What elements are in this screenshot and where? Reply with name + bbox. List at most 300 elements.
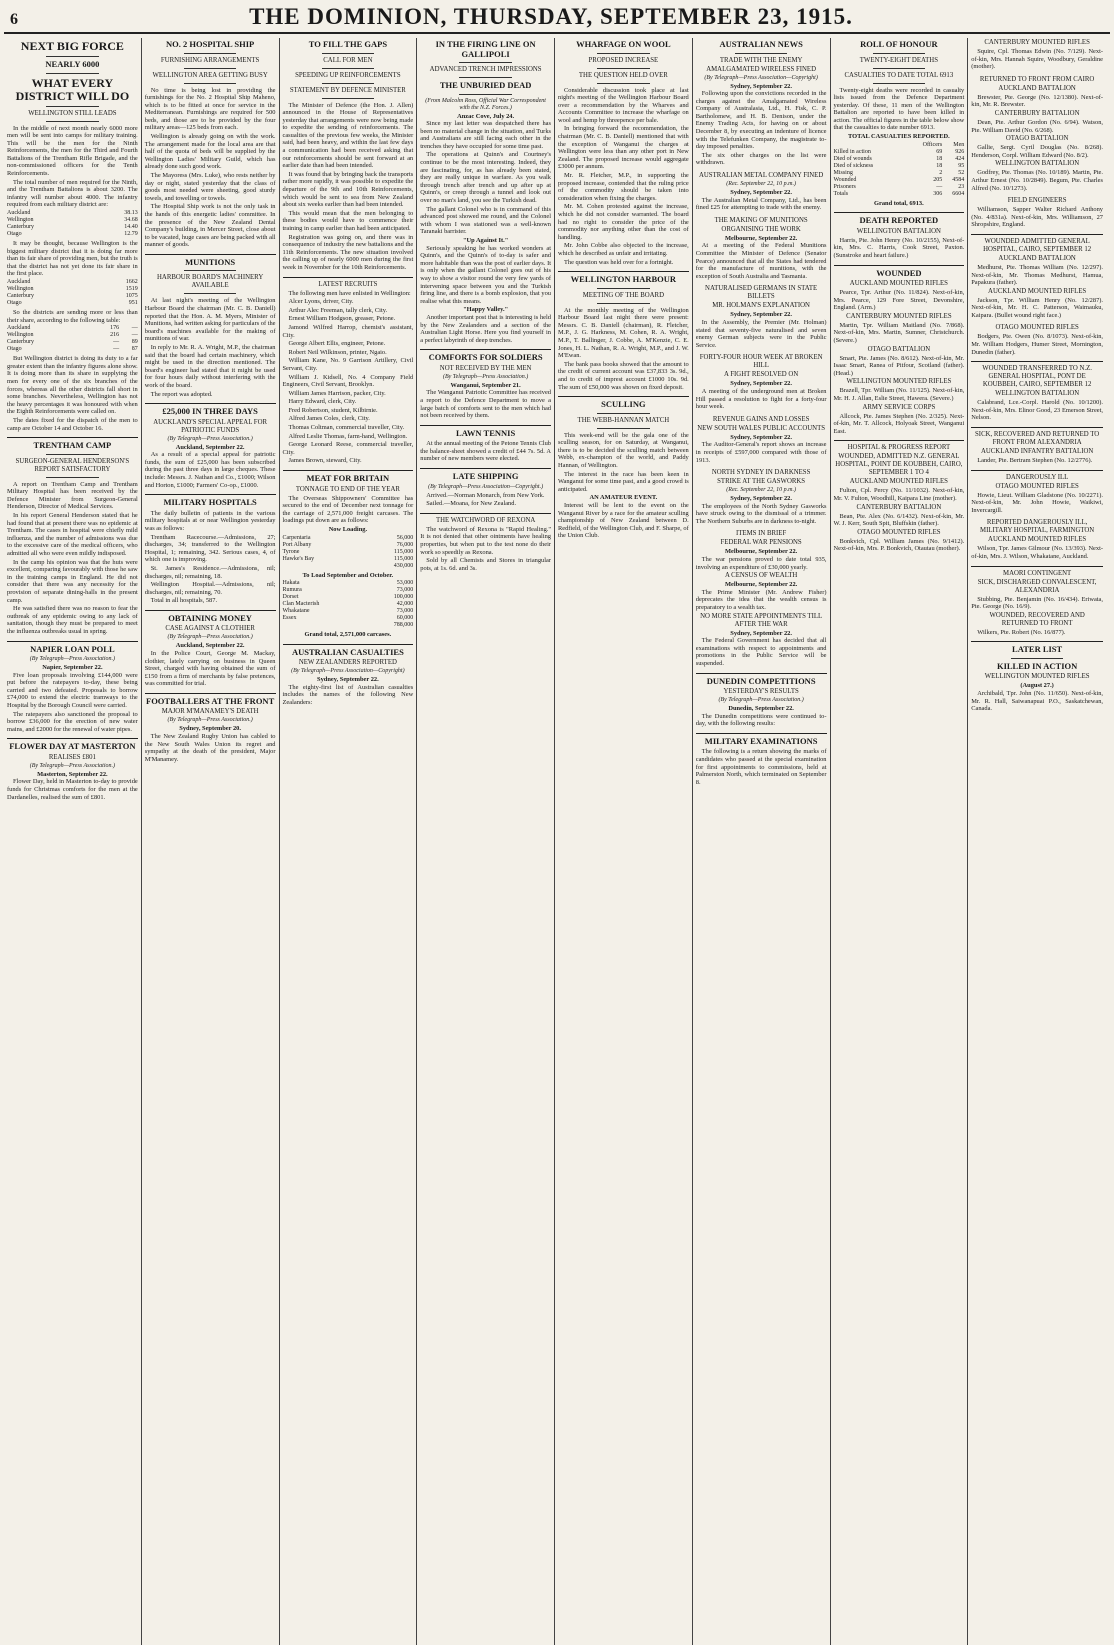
byline: (Rec. September 22, 10 p.m.) xyxy=(726,487,796,494)
list-item: George Leonard Reese, commercial traveller, City. xyxy=(282,441,414,456)
paragraph: Registration was going on, and there was in consequence of industry the new battalions and the 11th Reinforcements. The new situation involved the calling up of nearly 6000 men during the first week in November for the 10th Reinforcements. xyxy=(282,233,414,271)
article-wellington-harbour xyxy=(558,275,689,391)
headline: WOUNDED ADMITTED GENERAL HOSPITAL, CAIRO, SEPTEMBER 12 xyxy=(983,237,1092,253)
list-item: George Albert Ellis, engineer, Petone. xyxy=(288,340,386,348)
list-item: William James Harrison, packer, City. xyxy=(288,389,386,397)
column-7 xyxy=(831,38,969,1645)
table-row: Missing 2 52 xyxy=(833,169,965,176)
headline: DUNEDIN COMPETITIONS xyxy=(706,675,816,686)
paragraph: Lander, Pte. Bertram Stephen (No. 12/2776). xyxy=(977,457,1093,465)
table-row: Carpentaria 56,000 xyxy=(282,534,414,541)
more-less-table xyxy=(7,325,138,353)
paragraph: Arrived.—Norman Monarch, from New York. xyxy=(426,491,545,499)
table-row: Port Albany 76,000 xyxy=(282,541,414,548)
table-row: Wellington 34.68 xyxy=(7,217,138,224)
headline: LAWN TENNIS xyxy=(456,427,516,438)
paragraph: At last night's meeting of the Wellington Harbour Board the chairman (Mr. C. B. Daniell) reported that the Hon. A. M. Myers, Minister of Munitions, had written asking for particulars of the board's machines available for the making of munitions of war. xyxy=(144,297,276,343)
subheadline: CASE AGAINST A CLOTHIER xyxy=(165,625,255,633)
dateline: Melbourne, September 22. xyxy=(724,234,798,242)
dateline: Anzac Cove, July 24. xyxy=(457,112,515,120)
subheadline: NOT RECEIVED BY THE MEN xyxy=(439,364,532,372)
subheadline: WELLINGTON MOUNTED RIFLES xyxy=(846,378,952,386)
article-metal-company xyxy=(696,172,827,212)
list-item: Alcer Lyons, driver, City. xyxy=(288,298,354,306)
dateline: Auckland, September 22. xyxy=(175,443,245,451)
headline: NORTH SYDNEY IN DARKNESS xyxy=(711,469,811,477)
column-6 xyxy=(693,38,831,1645)
table-title: TOTAL CASUALTIES REPORTED. xyxy=(847,133,950,141)
paragraph: Trentham Racecourse.—Admissions, 27; discharges, 34; transferred to the Wellington Hospital, 1; remaining, 342. Serious cases, 4, of which one is improving. xyxy=(144,533,276,564)
paragraph: In bringing forward the recommendation, the chairman (Mr. C. B. Daniell) mentioned that with the exception of Wanganui the charges at Wellington were less than any other port in New Zealand. The proposed increase would aggregate £3000 per annum. xyxy=(558,125,689,171)
dateline: Auckland, September 22. xyxy=(175,642,245,650)
subheadline: FEDERAL WAR PENSIONS xyxy=(720,539,802,547)
paragraph: Interest will be lent to the event on the Wanganui River by a race for the amateur sculling championship of New Zealand between D. Redfield, of the Wellington Club, and F. Sharpe, of the Union Club. xyxy=(558,502,689,540)
subheadline: HARBOUR BOARD'S MACHINERY AVAILABLE xyxy=(157,274,264,290)
paragraph: Another important post that is interesting is held by the New Zealanders and a section of the Australian Light Horse. Here you find yourself in a perfect labyrinth of deep trenches. xyxy=(420,313,551,344)
subheadline: OTAGO BATTALION xyxy=(867,345,931,353)
byline: (By Telegraph—Press Association—Copyright.) xyxy=(428,483,544,490)
byline: (By Telegraph—Press Association.) xyxy=(29,656,116,662)
paragraph: So the districts are sending more or less than their share, according to the following table: xyxy=(7,309,138,324)
subheadline: WELLINGTON MOUNTED RIFLES xyxy=(984,673,1090,681)
article-later-list xyxy=(971,645,1103,712)
subheadline: WOUNDED, RECOVERED AND RETURNED TO FRONT xyxy=(989,611,1085,627)
subheadline: NO MORE STATE APPOINTMENTS TILL AFTER THE WAR xyxy=(700,612,823,628)
article-late-shipping xyxy=(420,472,551,508)
headline: DANGEROUSLY ILL xyxy=(1005,473,1069,481)
table-row: Whakatane 73,000 xyxy=(282,608,414,615)
dateline: Sydney, September 22. xyxy=(730,380,792,388)
headline: AUSTRALIAN CASUALTIES xyxy=(291,646,404,657)
byline: (By Telegraph—Press Association—Copyright) xyxy=(704,74,818,81)
article-wounded xyxy=(834,269,965,436)
subheadline: A CENSUS OF WEALTH xyxy=(724,572,798,580)
paragraph: This week-end will be the gala one of the sculling season, for on Saturday, at Wanganui, there is to be decided the sculling match between Webb, ex-champion of the world, and Paddy Hannan, of Wellington. xyxy=(558,431,689,470)
subheadline: MEETING OF THE BOARD xyxy=(582,291,664,299)
paragraph: Harris, Pte. John Henry (No. 10/2155), Next-of-kin, Mrs. C. Harris, Cook Street, Paxton. (Sunstroke and heart failure.) xyxy=(833,236,965,259)
article-wounded-transferred xyxy=(971,365,1103,422)
subheadline: OTAGO BATTALION xyxy=(1005,135,1069,143)
table-row: Died of sickness 18 95 xyxy=(833,162,965,169)
table-row: Rumura 73,000 xyxy=(282,587,414,594)
article-obtaining-money xyxy=(145,614,276,688)
subheadline: NEW ZEALANDERS REPORTED xyxy=(298,659,397,667)
subheadline: CANTERBURY BATTALION xyxy=(994,109,1080,117)
headline: AUSTRALIAN NEWS xyxy=(719,39,803,49)
subheadline: SPEEDING UP REINFORCEMENTS xyxy=(295,71,401,79)
article-military-examinations xyxy=(696,737,827,786)
subheadline: SURGEON-GENERAL HENDERSON'S REPORT SATISFACTORY xyxy=(15,457,130,473)
article-comforts xyxy=(420,353,551,419)
paragraph: Flower Day, held in Masterton to-day to provide funds for Christmas comforts for the men at the Dardanelles, realised the sum of £801. xyxy=(7,778,138,801)
paragraph: Since my last letter was despatched there has been no material change in the situation, and Turks and Australians are still facing each other in the trenches they have occupied for some time past. xyxy=(420,120,551,150)
headline: LATER LIST xyxy=(1012,644,1063,655)
paragraph: In the camp his opinion was that the huts were excellent, comparing favourably with those he saw in the training camps in England. He did not consider that there was any necessity for the provision of separate dining-halls in the present camp. xyxy=(7,558,138,604)
dateline: Napier, September 22. xyxy=(42,664,103,671)
subheadline: ADVANCED TRENCH IMPRESSIONS xyxy=(429,66,542,73)
subheadline: CASUALTIES TO DATE TOTAL 6913 xyxy=(844,71,954,79)
paragraph: Following upon the convictions recorded in the charges against the Amalgamated Wireless Company of Australasia, Ltd., H. Fisk, C. P. Bartholomew, and H. B. Denison, under the Enemy Trading Acts, for having on or about December 8, by executing an indenture of licence with the Telefunken Company, the magistrate to-day imposed penalties. xyxy=(695,90,827,151)
subheadline: ARMY SERVICE CORPS xyxy=(862,403,936,411)
table-row: 430,000 xyxy=(393,562,414,569)
paragraph: The Auditor-General's report shows an increase in receipts of £597,000 compared with those of 1913. xyxy=(695,441,827,464)
paragraph: Sailed.—Moana, for New Zealand. xyxy=(426,500,517,508)
headline: TO FILL THE GAPS xyxy=(308,39,388,49)
subheadline: NEW SOUTH WALES PUBLIC ACCOUNTS xyxy=(697,424,826,432)
paragraph: At the annual meeting of the Petone Tennis Club the balance-sheet showed a credit of £44 7s. 5d. A number of new members were elected. xyxy=(420,440,551,463)
paragraph: The war pensions proved to date total 935, involving an expenditure of £30,000 yearly. xyxy=(695,556,827,571)
article-dangerously-ill xyxy=(971,474,1103,515)
table-row: Canterbury — 89 xyxy=(7,339,138,346)
table-row: Tyrone 115,000 xyxy=(282,548,414,555)
paragraph: In his report General Henderson stated that he had found that at present there was no epidemic at Trentham. The cases in hospital were chiefly mild influenza, and the number of admissions was due to the excessive care of the medical officers, who admitted all who were even mildly indisposed. xyxy=(7,512,138,557)
table-row: Totals 306 6604 xyxy=(833,190,965,197)
byline: (By Telegraph—Press Association.) xyxy=(29,762,116,769)
headline: MEAT FOR BRITAIN xyxy=(306,473,390,484)
table-subhead: To Load September and October. xyxy=(302,571,394,579)
list-item: Ernest William Hodgson, greaser, Petone. xyxy=(288,315,396,323)
subheadline: AUCKLAND MOUNTED RIFLES xyxy=(849,478,948,486)
subheadline: FIELD ENGINEERS xyxy=(1007,197,1067,205)
headline: WOUNDED xyxy=(876,267,922,278)
paragraph: In the Police Court, George M. Mackay, clothier, lately carrying on business in Queen Street, charged with having obtained the sum of £150 from a firm of merchants by false pretences, was committed for trial. xyxy=(144,649,276,688)
byline: (By Telegraph—Press Association.) xyxy=(718,697,804,704)
section-subhead: AN AMATEUR EVENT. xyxy=(589,494,658,502)
dateline: (August 27.) xyxy=(1020,682,1054,690)
subheadline: THE QUESTION HELD OVER xyxy=(578,71,668,79)
table-row: Otago — 87 xyxy=(7,346,138,353)
subheadline: WOUNDED, ADMITTED N.Z. GENERAL HOSPITAL, POINT DE KOUBBEH, CAIRO, SEPTEMBER 1 TO 4 xyxy=(835,453,963,477)
list-item: Alfred James Coles, clerk, City. xyxy=(288,415,370,423)
article-hospital-progress xyxy=(834,444,965,553)
dateline: Masterton, September 22. xyxy=(37,770,108,778)
article-north-sydney xyxy=(696,469,827,525)
subheadline: CANTERBURY MOUNTED RIFLES xyxy=(984,39,1090,46)
paragraph: A report on Trentham Camp and Trentham Military Hospital has been received by the Defence Minister from Surgeon-General Henderson, Director of Medical Services. xyxy=(7,480,138,511)
dateline: Melbourne, September 22. xyxy=(724,548,798,556)
men-table xyxy=(7,279,138,307)
paragraph: Mr. John Cobbe also objected to the increase, which he described as unfair and irritating. xyxy=(558,242,689,257)
headline: AUSTRALIAN METAL COMPANY FINED xyxy=(698,172,824,180)
paragraph: The Mayoress (Mrs. Luke), who rests neither by day or night, stated yesterday that the class of goods most needed were sheeting, good sturdy towels, and towelling or towels. xyxy=(144,172,276,202)
subheadline: KILLED IN ACTION xyxy=(996,660,1078,671)
headline: TRENTHAM CAMP xyxy=(33,440,112,451)
paragraph: The total number of men required for the Ninth, and the Trentham Battalions is about 3200. The infantry will number about 4000. The infantry required from each military district are: xyxy=(7,178,138,209)
table-row: Died of wounds 18 424 xyxy=(833,155,965,162)
article-rexona xyxy=(420,517,551,573)
article-wharfage xyxy=(558,40,689,266)
article-returned-to-front xyxy=(971,76,1103,192)
subheadline: AUCKLAND INFANTRY BATTALION xyxy=(980,448,1094,456)
paragraph: Dean, Pte. Arthur Gordon (No. 6/94). Watson, Pte. William David (No. 6/268). xyxy=(971,118,1103,134)
subheadline: STRIKE AT THE GASWORKS xyxy=(717,478,806,486)
grand-total: Grand total, 6913. xyxy=(874,199,924,207)
dateline: Sydney, September 22. xyxy=(730,629,792,637)
page-number: 6 xyxy=(10,11,18,28)
headline: NATURALISED GERMANS IN STATE BILLETS xyxy=(705,285,818,301)
table-row: Killed in action 69 926 xyxy=(833,148,965,155)
article-three-days xyxy=(145,407,276,489)
table-row: Hakata 53,000 xyxy=(282,580,414,587)
headline: FOOTBALLERS AT THE FRONT xyxy=(146,695,275,706)
paragraph: The report was adopted. xyxy=(150,390,213,398)
article-meat-for-britain xyxy=(283,474,414,639)
table-row: 788,000 xyxy=(393,622,414,629)
table-row: Otago 12.79 xyxy=(7,231,138,238)
subheadline: TWENTY-EIGHT DEATHS xyxy=(859,56,938,64)
paragraph: The Hospital Ship work is not the only task in the hands of this energetic ladies' committee. In the presence of the New Zealand Dental Company's building, in Mercer Street, close about to be vacated, huge cases are being packed with all manner of goods. xyxy=(144,203,276,249)
paragraph: The question was held over for a fortnight. xyxy=(564,258,674,266)
byline: (By Telegraph—Press Association—Copyright) xyxy=(291,668,405,675)
masthead xyxy=(4,4,1110,34)
subheadline: STATEMENT BY DEFENCE MINISTER xyxy=(289,86,406,94)
dateline: Sydney, September 22. xyxy=(317,676,379,684)
article-wounded-admitted xyxy=(971,238,1103,320)
byline: (By Telegraph—Press Association.) xyxy=(442,373,529,380)
subheadline: AMALGAMATED WIRELESS FINED xyxy=(706,65,816,73)
paragraph: The eighty-first list of Australian casualties includes the names of the following New Zealanders: xyxy=(282,683,414,706)
dateline: Sydney, September 20. xyxy=(179,725,241,733)
headline: MAORI CONTINGENT xyxy=(1003,569,1072,577)
paragraph: Twenty-eight deaths were recorded in casualty lists issued from the Defence Department yesterday. Of these, 11 men of the Wellington Battalion are reported to have been killed in action. The official figures in the table below show that the casualties to date number 6913. xyxy=(833,86,965,132)
table-row: Wellington 1519 xyxy=(7,286,138,292)
headline: THE MAKING OF MUNITIONS xyxy=(714,216,808,224)
paragraph: Fulton, Cpl. Percy (No. 11/1032). Next-of-kin, Mr. V. Fulton, Woodhill, Kaipara Line (mother). xyxy=(833,487,965,502)
paragraph: The New Zealand Rugby Union has cabled to the New South Wales Union its regret and sympathy at the death of the president, Major M'Manamey. xyxy=(144,733,276,763)
article-lawn-tennis xyxy=(420,429,551,463)
list-item: James Brown, steward, City. xyxy=(288,457,362,465)
table-row: Canterbury 1075 xyxy=(7,293,138,299)
paragraph: Five loan proposals involving £144,000 were put before the ratepayers to-day, these being carried and two defeated. Proposals to borrow £74,000 to extend the electric tramways to the Hospital by the Borough Council were carried. xyxy=(7,671,138,709)
byline: (By Telegraph—Press Association.) xyxy=(167,717,253,724)
headline: IN THE FIRING LINE ON GALLIPOLI xyxy=(435,39,536,59)
byline: (By Telegraph—Press Association.) xyxy=(167,435,253,442)
table-row: Essex 60,000 xyxy=(282,615,414,622)
subheadline: NEARLY 6000 xyxy=(45,59,100,69)
dateline: Wanganui, September 21. xyxy=(450,381,521,389)
paragraph: Seriously speaking he has worked wonders at Quinn's, and the Quinn's of to-day is safer and more habitable than was the post of earlier days. It is only when the gallant Colonel goes out of his way to show a visitor round the very few yards of intervening space between you and the Turkish firing line, and there is a bomb explosion, that you realise what this means. xyxy=(420,244,551,305)
byline: (Rec. September 22, 10 p.m.) xyxy=(726,181,796,188)
columns xyxy=(4,38,1110,1645)
subheadline: AUCKLAND MOUNTED RIFLES xyxy=(849,280,948,288)
dateline: Dunedin, September 22. xyxy=(728,705,794,713)
headline: £25,000 IN THREE DAYS xyxy=(162,406,258,417)
paragraph: Squire, Cpl. Thomas Edwin (No. 7/129). Next-of-kin, Mrs. Hannah Squire, Woodbury, Geraldine (mother). xyxy=(971,48,1103,71)
article-reported-ill xyxy=(971,519,1103,560)
grand-total: Grand total, 2,571,000 carcases. xyxy=(304,631,392,639)
headline: MILITARY HOSPITALS xyxy=(163,497,257,508)
section-subhead: "Happy Valley." xyxy=(463,306,509,314)
paragraph: Sold by all Chemists and Stores in triangular pots, at 1s. 6d. and 3s. xyxy=(420,557,551,572)
dateline: Melbourne, September 22. xyxy=(724,581,798,589)
paragraph: The Dunedin competitions were continued to-day, with the following results: xyxy=(695,712,827,728)
table-row: Prisoners — 23 xyxy=(833,183,965,190)
table-row: Auckland 1662 xyxy=(7,279,138,285)
subheadline: YESTERDAY'S RESULTS xyxy=(723,688,799,696)
paragraph: As a result of a special appeal for patriotic funds, the sum of £25,000 has been subscribed during the past three days in large cheques. These include: Messrs. J. Nathan and Co., £1000; Wilson and Horton, £1000; Farmers' Co-op., £1000. xyxy=(144,451,276,489)
article-naturalised-germans xyxy=(696,285,827,349)
list-item: William J. Kidsell, No. 4 Company Field Engineers, Civil Servant, Brooklyn. xyxy=(282,373,414,389)
list-item: Thomas Coltman, commercial traveller, City. xyxy=(288,424,405,432)
headline: FLOWER DAY AT MASTERTON xyxy=(9,741,136,752)
article-napier-loan-poll xyxy=(7,645,138,734)
paragraph: The six other charges on the list were withdrawn. xyxy=(695,151,827,167)
headline: HOSPITAL & PROGRESS REPORT xyxy=(847,444,951,452)
headline: WELLINGTON HARBOUR xyxy=(570,274,677,285)
subheadline: FURNISHING ARRANGEMENTS xyxy=(160,56,260,64)
article-hospital-ship xyxy=(145,40,276,249)
paragraph: Williamson, Sapper Walter Richard Anthony (No. 4/831a). Next-of-kin, Mrs. Williamson, 27 Shropshire, England. xyxy=(971,206,1103,229)
paragraph: Bonkvich, Cpl. William James (No. 9/1412). Next-of-kin, Mrs. P. Bonkvich, Otautau (mother). xyxy=(833,537,965,553)
column-2 xyxy=(142,38,280,1645)
paragraph: This would mean that the men belonging to these bodies would have to commence their training in camp earlier than had been anticipated. xyxy=(282,209,414,232)
article-munitions xyxy=(145,258,276,398)
article-otago-mounted xyxy=(971,324,1103,356)
paragraph: Wilkers, Pte. Robert (No. 16/877). xyxy=(977,628,1066,636)
article-sculling xyxy=(558,400,689,540)
paragraph: A meeting of the underground men at Broken Hill passed a resolution to fight for a forty-four hour week. xyxy=(695,387,827,411)
subheadline: THE WEBB-HANNAN MATCH xyxy=(577,416,670,424)
subheadline: MR. HOLMAN'S EXPLANATION xyxy=(712,302,810,310)
list-item: Arthur Alec Freeman, tally clerk, City. xyxy=(288,306,388,314)
paragraph: Howie, Lieut. William Gladstone (No. 10/2271). Next-of-kin, Mr. John Howie, Waikiwi, Invercargill. xyxy=(971,491,1103,514)
subheadline: AUCKLAND MOUNTED RIFLES xyxy=(988,287,1087,295)
paragraph: Considerable discussion took place at last night's meeting of the Wellington Harbour Board over a recommendation by the Wharves and Accounts Committee to increase the wharfage on wool and hemp by threepence per bale. xyxy=(558,86,689,124)
article-roll-of-honour xyxy=(834,40,965,207)
table-row: Otago 951 xyxy=(7,300,138,306)
headline: MUNITIONS xyxy=(185,256,236,267)
subheadline: MAJOR M'MANAMEY'S DEATH xyxy=(161,708,259,716)
list-item: Robert Neil Wilkinson, printer, Ngaio. xyxy=(288,348,387,356)
article-dunedin-competitions xyxy=(696,677,827,728)
subheadline: CANTERBURY MOUNTED RIFLES xyxy=(846,312,952,320)
headline: REPORTED DANGEROUSLY ILL, MILITARY HOSPITAL, FARMINGTON xyxy=(980,519,1095,535)
headline: THE WATCHWORD OF REXONA xyxy=(435,516,536,524)
article-australian-news xyxy=(696,40,827,167)
paragraph: The daily bulletin of patients in the various military hospitals at or near Wellington yesterday was as follows: xyxy=(144,509,276,532)
headline: WOUNDED TRANSFERRED TO N.Z. GENERAL HOSPITAL, PONT DE KOUBBEH, CAIRO, SEPTEMBER 12 xyxy=(982,365,1092,389)
list-item: Alfred Leslie Thomas, farm-hand, Wellington. xyxy=(288,432,408,440)
article-revenue xyxy=(696,416,827,464)
article-military-hospitals xyxy=(145,498,276,605)
paragraph: The operations at Quinn's and Courtney's continue to be the most interesting. Indeed, they are fascinating, for, as has already been stated, they are really unique in warfare. As you walk through trench after trench and up after up at Quinn's, or creep through a tunnel and look out over no man's land, you see the Turkish dead. xyxy=(420,151,551,205)
paragraph: He was satisfied there was no reason to fear the outbreak of any epidemic owing to any lack of sanitation, though they must be prepared to meet the influenza outbreaks usual in spring. xyxy=(7,605,138,635)
headline: NO. 2 HOSPITAL SHIP xyxy=(166,39,255,49)
dateline: Sydney, September 22. xyxy=(730,495,792,503)
list-item: Jamond Wilfred Harrop, chemist's assistant, City. xyxy=(282,323,414,339)
headline: OBTAINING MONEY xyxy=(168,612,252,623)
table-subhead: Now Loading. xyxy=(328,525,368,533)
paragraph: The Australian Metal Company, Ltd., has been fined £25 for attempting to trade with the enemy. xyxy=(695,196,827,212)
paragraph: Wellington is already going on with the work. The arrangement made for the local area are that half of the quota of beds will be supplied by the Wellington Ladies' Military Guild, which has already done such good work. xyxy=(144,133,276,171)
article-canterbury-mounted xyxy=(971,39,1103,71)
dateline: Sydney, September 22. xyxy=(730,311,792,319)
subheadline: AUCKLAND BATTALION xyxy=(998,254,1076,262)
subheadline: OTAGO MOUNTED RIFLES xyxy=(857,528,941,536)
paragraph: Brazell, Tpr. William (No. 11/125). Next-of-kin, Mr. H. J. Allan, Eslie Street, Hawera. (Severe.) xyxy=(833,387,965,402)
paragraph: Bean, Pte. Alex (No. 6/1432). Next-of-kin, Mr. W. J. Kerr, South Spit, Bluffskin (father). xyxy=(833,512,965,528)
paragraph: The ratepayers also sanctioned the proposal to borrow £36,000 for the erection of new water mains, and £2000 for the renewal of water pipes. xyxy=(7,710,138,733)
headline: ROLL OF HONOUR xyxy=(860,39,938,49)
subheadline: WELLINGTON BATTALION xyxy=(995,160,1080,168)
headline: LATE SHIPPING xyxy=(452,471,519,482)
paragraph: The following men have enlisted in Wellington: xyxy=(288,289,411,297)
section-subhead: "Up Against It." xyxy=(462,237,509,244)
paragraph: Allcock, Pte. James Stephen (No. 2/325). Next-of-kin, Mr. T. Allcock, Holyoak Street, Wanganui East. xyxy=(833,412,965,435)
headline: MILITARY EXAMINATIONS xyxy=(704,735,818,746)
ships-table xyxy=(283,580,414,629)
subheadline: AUCKLAND MOUNTED RIFLES xyxy=(988,536,1087,544)
paragraph: Stubbing, Pte. Benjamin (No. 16/434). Eriwata, Pte. George (No. 16/9). xyxy=(971,595,1103,611)
column-8 xyxy=(968,38,1106,1645)
article-field-engineers xyxy=(971,197,1103,229)
table-row: Wellington 216 — xyxy=(7,332,138,339)
article-trentham-camp xyxy=(7,441,138,635)
headline: NEXT BIG FORCE xyxy=(20,39,124,53)
subheadline: PROPOSED INCREASE xyxy=(588,56,659,64)
paragraph: In reply to Mr. R. A. Wright, M.P., the chairman said that the board had certain machinery, which might be used in the direction mentioned. The board's engineer had stated that it might be used for four hours daily without interfering with the work of the board. xyxy=(144,344,276,389)
paragraph: Wilson, Tpr. James Gilmour (No. 13/393). Next-of-kin, Mrs. J. Wilson, Whakatane, Auckland. xyxy=(971,545,1103,560)
dateline: Sydney, September 22. xyxy=(730,82,792,90)
paragraph: Godfrey, Pte. Thomas (No. 10/189). Martin, Pte. Arthur Ernest (No. 10/2849). Begum, Pte. Charles Alfred (No. 10/1273). xyxy=(971,169,1103,192)
subheadline: AUCKLAND BATTALION xyxy=(998,84,1076,92)
article-maori-contingent xyxy=(971,570,1103,637)
byline: (From Malcolm Ross, Official War Correspondent with the N.Z. Forces.) xyxy=(425,97,546,111)
subheadline: AUCKLAND'S SPECIAL APPEAL FOR PATRIOTIC FUNDS xyxy=(153,418,268,434)
paragraph: In the Assembly, the Premier (Mr. Holman) stated that seventy-five naturalised and seven enemy German subjects were in the Public Service. xyxy=(695,318,827,349)
subheadline: REALISES £801 xyxy=(48,753,96,761)
article-sick-recovered xyxy=(971,431,1103,465)
subheadline: OTAGO MOUNTED RIFLES xyxy=(995,324,1079,332)
paragraph: Medhurst, Pte. Thomas William (No. 12/297). Next-of-kin, Mr. Thomas Medhurst, Hamua, Papakura (father). xyxy=(971,263,1103,287)
headline: LATEST RECRUITS xyxy=(318,280,378,288)
subheadline: A FIGHT RESOLVED ON xyxy=(724,371,799,379)
paragraph: But Wellington district is doing its duty to a far greater extent than the infantry figures alone show. It is doing more than its share in supplying the men for every one of the six branches of the forces, whereas all the other districts fall short in some branches. Nevertheless, Wellington has not the heavy percentages it was honoured with when the Eighth Reinforcements were called on. xyxy=(7,355,138,416)
paragraph: Jackson, Tpr. William Henry (No. 12/287). Next-of-kin, Mr. H. C. Patterson, Waimauku, Kaipara. (Bullet wound right face.) xyxy=(971,296,1103,319)
paragraph: At the monthly meeting of the Wellington Harbour Board last night there were present: Messrs. C. B. Daniell (chairman), R. Fletcher, M.P., J. G. Harkness, M. Cohen, R. A. Wright, M.P., T. Ballinger, J. Cobbe, A. M'Kenzie, C. E. Jones, H. L. Nathan, R. A. Wright, M.P., and J. W. M'Ewan. xyxy=(558,306,689,360)
paragraph: Mr. M. Cohen protested against the increase, which he did not consider warranted. The board had no right to consider the price of the commodity nor anything other than the cost of handling. xyxy=(558,203,689,241)
article-flower-day xyxy=(7,742,138,801)
dateline: Sydney, September 22. xyxy=(730,189,792,197)
paragraph: The Prime Minister (Mr. Andrew Fisher) deprecates the idea that the wealth census is preparatory to a wealth tax. xyxy=(695,588,827,612)
subheadline: TRADE WITH THE ENEMY xyxy=(719,56,803,64)
paragraph: In the middle of next month nearly 6000 more men will be sent into camps for military training. This will be the men for the Ninth Reinforcements, the men for the Third and Fourth Battalions of the Trentham Rifle Brigade, and the non-commissioned officers for the Tenth Reinforcements. xyxy=(7,124,138,178)
subheadline: CALL FOR MEN xyxy=(323,56,373,64)
subheadline: WHAT EVERY DISTRICT WILL DO xyxy=(15,75,130,103)
paragraph: St. James's Residence.—Admissions, nil; discharges, nil; remaining, 18. xyxy=(144,564,276,580)
paragraph: Archibald, Tpr. John (No. 11/650). Next-of-kin, Mr. R. Hall, Saiwanapuai P.O., Saskatchewan, Canada. xyxy=(971,689,1103,713)
table-row: Auckland 38.13 xyxy=(7,210,138,217)
paragraph: Wellington Hospital.—Admissions, nil; discharges, nil; remaining, 70. xyxy=(144,581,276,596)
table-row: Dorset 100,000 xyxy=(282,594,414,601)
dateline: Sydney, September 22. xyxy=(730,433,792,441)
headline: ITEMS IN BRIEF xyxy=(736,530,787,538)
article-latest-recruits xyxy=(283,281,414,465)
paragraph: The Wanganui Patriotic Committee has received a report to the Defence Department to move a large batch of comforts sent to the men which had not been received by them. xyxy=(420,389,551,420)
paragraph: The interest in the race has been keen in Wanganui for some time past, and a good crowd is anticipated. xyxy=(558,470,689,493)
article-making-munitions xyxy=(696,217,827,281)
headline: RETURNED TO FRONT FROM CAIRO xyxy=(979,75,1095,83)
paragraph: The bank pass books showed that the amount to the credit of current account was £37,833 3s. 9d., and to credit of imprest account £1000 10s. 9d. The sum of £50,000 was shown on fixed deposit. xyxy=(558,360,689,391)
list-item: Fred Robertson, student, Kilbirnie. xyxy=(288,406,378,414)
paragraph: The Minister of Defence (the Hon. J. Allen) announced in the House of Representatives yesterday that arrangements were now being made to expedite the sending of reinforcements. The casualties of the previous few weeks, the Minister said, had been heavy, and within the last few days a communication had been received asking that our reinforcements should be sent forward at an earlier date than had been intended. xyxy=(282,101,414,170)
paragraph: The Federal Government has decided that all examinations with respect to appointments and promotions in the Public Service will be suspended. xyxy=(695,637,827,667)
paragraph: The Overseas Shippowners' Committee has secured to the end of December next tonnage for the carriage of 2,571,000 freight carcases. The loadings put down are as follows: xyxy=(282,494,414,525)
column-3 xyxy=(280,38,418,1645)
ships-table xyxy=(283,535,414,570)
headline: COMFORTS FOR SOLDIERS xyxy=(428,352,543,363)
casualty-totals-table xyxy=(834,142,965,198)
